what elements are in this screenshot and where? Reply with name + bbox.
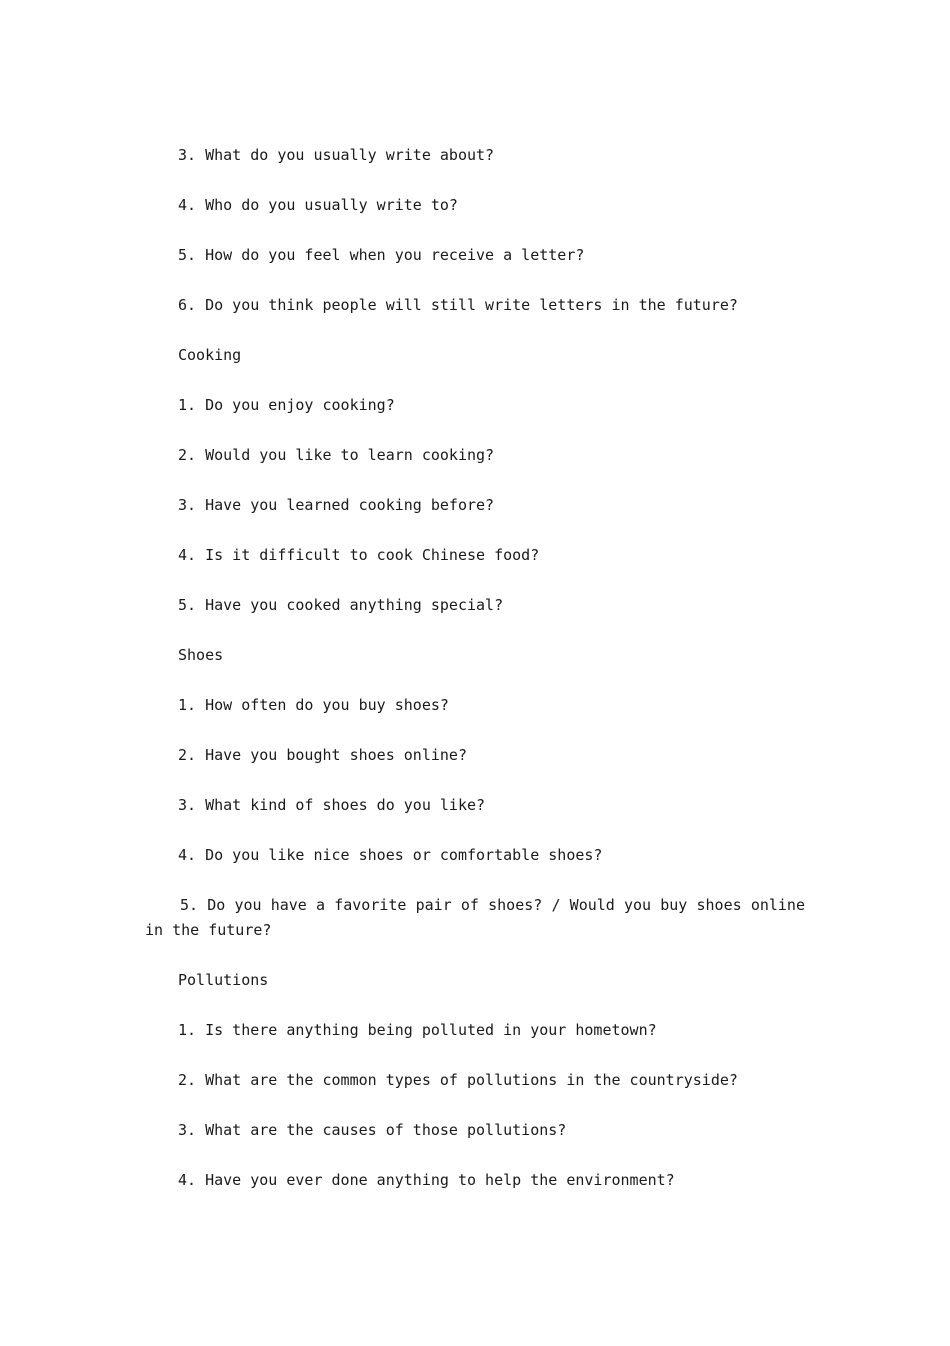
- question-shoes-4: 4. Do you like nice shoes or comfortable shoes?: [178, 846, 603, 864]
- question-letters-6: 6. Do you think people will still write letters in the future?: [178, 296, 738, 314]
- question-shoes-2: 2. Have you bought shoes online?: [178, 746, 467, 764]
- section-heading-cooking: Cooking: [178, 346, 242, 364]
- question-letters-5: 5. How do you feel when you receive a letter?: [178, 246, 585, 264]
- question-shoes-1: 1. How often do you buy shoes?: [178, 696, 449, 714]
- section-heading-pollutions: Pollutions: [178, 971, 269, 989]
- section-heading-shoes: Shoes: [178, 646, 224, 664]
- question-cooking-5: 5. Have you cooked anything special?: [178, 596, 504, 614]
- question-cooking-1: 1. Do you enjoy cooking?: [178, 396, 395, 414]
- question-pollutions-1: 1. Is there anything being polluted in your hometown?: [178, 1021, 657, 1039]
- question-pollutions-2: 2. What are the common types of pollutions in the countryside?: [178, 1071, 738, 1089]
- question-pollutions-3: 3. What are the causes of those pollutions?: [178, 1121, 567, 1139]
- question-cooking-4: 4. Is it difficult to cook Chinese food?: [178, 546, 540, 564]
- question-cooking-3: 3. Have you learned cooking before?: [178, 496, 495, 514]
- question-letters-4: 4. Who do you usually write to?: [178, 196, 458, 214]
- question-shoes-5: 5. Do you have a favorite pair of shoes? / Would you buy shoes online in the future?: [145, 896, 805, 939]
- question-shoes-3: 3. What kind of shoes do you like?: [178, 796, 486, 814]
- question-pollutions-4: 4. Have you ever done anything to help the environment?: [178, 1171, 675, 1189]
- question-letters-3: 3. What do you usually write about?: [178, 146, 495, 164]
- question-cooking-2: 2. Would you like to learn cooking?: [178, 446, 495, 464]
